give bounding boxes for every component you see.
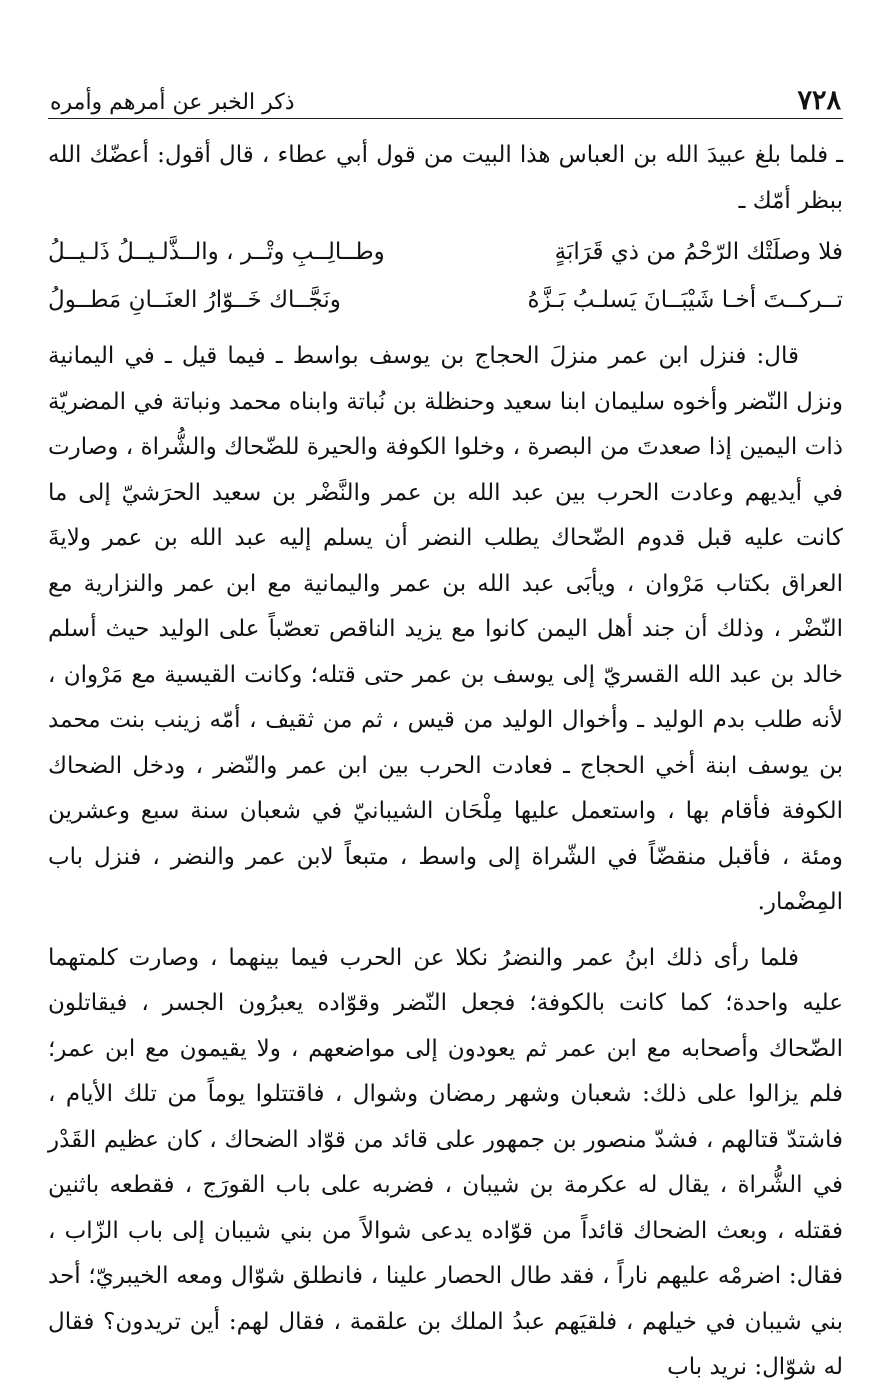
page-number: ٧٢٨ [797, 85, 841, 116]
body-paragraph-2: فلما رأى ذلك ابنُ عمر والنضرُ نكلا عن الحرب فيما بينهما ، وصارت كلمتهما عليه واحدة؛ كما كانت بالكوفة؛ فجعل النّضر وقوّاده يعبرُون الجسر ، فيقاتلون الضّحاك وأصحابه مع ابن عمر ثم يعودون إلى مواضعهم ، ولا يقيمون مع ابن عمر؛ فلم يزالوا على ذلك: شعبان وشهر رمضان وشوال ، فاقتتلوا يوماً من تلك الأيام ، فاشتدّ قتالهم ، فشدّ منصور بن جمهور على قائد من قوّاد الضحاك ، كان عظيم القَدْر في الشُّراة ، يقال له عكرمة بن شيبان ، فضربه على باب القورَج ، فقطعه باثنين فقتله ، وبعث الضحاك قائداً من قوّاده يدعى شوالاً من بني شيبان إلى باب الزّاب ، فقال: اضرمْه عليهم ناراً ، فقد طال الحصار علينا ، فانطلق شوّال ومعه الخيبريّ؛ أحد بني شيبان في خيلهم ، فلقيَهم عبدُ الملك بن علقمة ، فقال لهم: أين تريدون؟ فقال له شوّال: نريد باب [48, 944, 843, 1380]
verse-line [48, 228, 843, 276]
running-head: ذكر الخبر عن أمرهم وأمره [50, 90, 295, 115]
body-paragraph-1: قال: فنزل ابن عمر منزلَ الحجاج بن يوسف بواسط ـ فيما قيل ـ في اليمانية ونزل النّضر وأخوه سليمان ابنا سعيد وحنظلة بن نُباتة وابناه محمد ونباتة في المضريّة ذات اليمين إذا صعدتَ من البصرة ، وخلوا الكوفة والحيرة للضّحاك والشُّراة ، وصارت في أيديهم وعادت الحرب بين عبد الله بن عمر والنَّضْر بن سعيد الحرَشيّ إلى ما كانت عليه قبل قدوم الضّحاك يطلب النضر أن يسلم إليه عبد الله بن عمر ولايةَ العراق بكتاب مَرْوان ، ويأبَى عبد الله بن عمر واليمانية مع ابن عمر والنزارية مع النّضْر ، وذلك أن جند أهل اليمن كانوا مع يزيد الناقص تعصّباً على الوليد حيث أسلم خالد بن عبد الله القسريّ إلى يوسف بن عمر حتى قتله؛ وكانت القيسية مع مَرْوان ، لأنه طلب بدم الوليد ـ وأخوال الوليد من قيس ، ثم من ثقيف ، أمّه زينب بنت محمد بن يوسف ابنة أخي الحجاج ـ فعادت الحرب بين ابن عمر والنّضر ، ودخل الضحاك الكوفة فأقام بها ، واستعمل عليها مِلْحَان الشيبانيّ في شعبان سنة سبع وعشرين ومئة ، فأقبل منقضّاً في الشّراة إلى واسط ، متبعاً لابن عمر والنضر ، فنزل باب المِضْمار. [48, 343, 843, 915]
page-header [48, 72, 843, 119]
verse-line [48, 276, 843, 324]
intro-paragraph: ـ فلما بلغ عبيدَ الله بن العباس هذا البيت من قول أبي عطاء ، قال أقول: أعضّك الله ببظر أمّك ـ [48, 142, 843, 214]
verse-second-hemistich: وطــالِــبِ وتْــر ، والــذَّلـيــلُ ذَلـيــلُ [48, 239, 385, 265]
verse-second-hemistich: ونَجَّــاك خَــوّارُ العنَــانِ مَطــولُ [48, 287, 341, 313]
poem-verses [48, 228, 843, 324]
book-page [48, 72, 843, 1380]
verse-first-hemistich: تــركــتَ أخـا شَيْبَــانَ يَسلـبُ بَـزَّهُ [527, 287, 843, 313]
verse-first-hemistich: فلا وصلَتْك الرّحْمُ من ذي قَرَابَةٍ [554, 239, 843, 265]
